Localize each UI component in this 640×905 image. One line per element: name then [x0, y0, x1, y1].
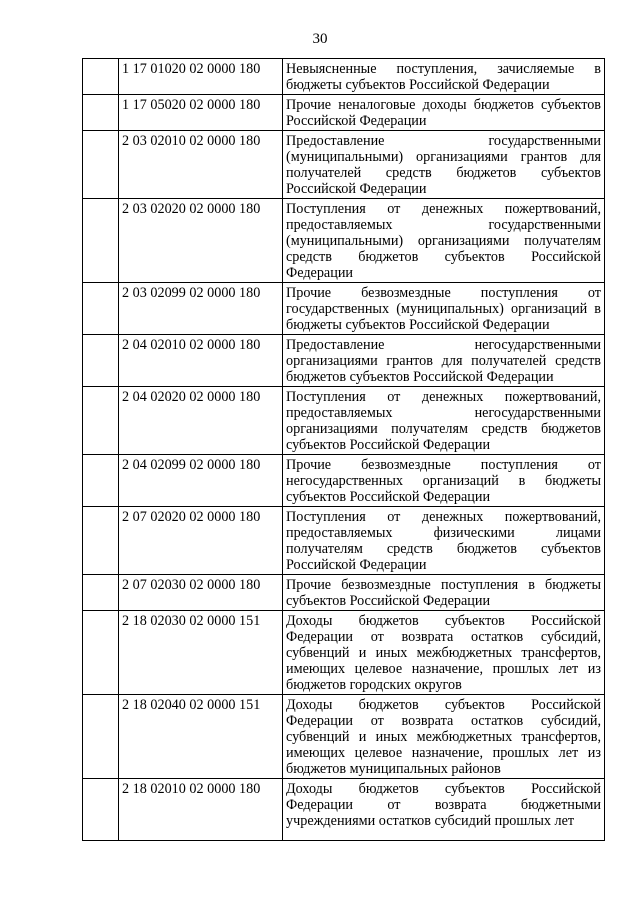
table-row — [83, 95, 605, 131]
table-row — [83, 283, 605, 335]
empty-cell — [83, 59, 119, 95]
empty-cell — [83, 575, 119, 611]
empty-cell — [83, 507, 119, 575]
budget-code: 2 03 02099 02 0000 180 — [119, 283, 283, 335]
empty-cell — [83, 283, 119, 335]
revenue-description: Прочие безвозмездные поступления в бюджеты субъектов Российской Федерации — [283, 575, 605, 611]
empty-cell — [83, 779, 119, 841]
table-row — [83, 59, 605, 95]
budget-code: 2 04 02010 02 0000 180 — [119, 335, 283, 387]
empty-cell — [83, 611, 119, 695]
empty-cell — [83, 131, 119, 199]
revenue-description: Поступления от денежных пожертвований, предоставляемых государственными (муниципальными) организациями получателям средств бюджетов субъектов Российской Федерации — [283, 199, 605, 283]
table-row — [83, 335, 605, 387]
revenue-description: Поступления от денежных пожертвований, предоставляемых негосударственными организациями получателям средств бюджетов субъектов Российской Федерации — [283, 387, 605, 455]
budget-code: 2 18 02040 02 0000 151 — [119, 695, 283, 779]
empty-cell — [83, 455, 119, 507]
budget-code: 2 04 02099 02 0000 180 — [119, 455, 283, 507]
empty-cell — [83, 199, 119, 283]
revenue-description: Поступления от денежных пожертвований, предоставляемых физическими лицами получателям средств бюджетов субъектов Российской Федерации — [283, 507, 605, 575]
table-row — [83, 455, 605, 507]
revenue-codes-table — [82, 58, 605, 841]
table-row — [83, 131, 605, 199]
revenue-description: Предоставление государственными (муниципальными) организациями грантов для получателей средств бюджетов субъектов Российской Федерации — [283, 131, 605, 199]
budget-code: 2 03 02020 02 0000 180 — [119, 199, 283, 283]
revenue-description: Прочие неналоговые доходы бюджетов субъектов Российской Федерации — [283, 95, 605, 131]
page-number: 30 — [312, 31, 328, 47]
table-row — [83, 611, 605, 695]
budget-code: 2 03 02010 02 0000 180 — [119, 131, 283, 199]
table-row — [83, 387, 605, 455]
budget-code: 1 17 01020 02 0000 180 — [119, 59, 283, 95]
table-row — [83, 779, 605, 841]
empty-cell — [83, 335, 119, 387]
revenue-description: Прочие безвозмездные поступления от государственных (муниципальных) организаций в бюджеты субъектов Российской Федерации — [283, 283, 605, 335]
revenue-description: Прочие безвозмездные поступления от негосударственных организаций в бюджеты субъектов Российской Федерации — [283, 455, 605, 507]
empty-cell — [83, 387, 119, 455]
budget-code: 2 07 02020 02 0000 180 — [119, 507, 283, 575]
revenue-description: Доходы бюджетов субъектов Российской Федерации от возврата остатков субсидий, субвенций и иных межбюджетных трансфертов, имеющих целевое назначение, прошлых лет из бюджетов муниципальных районов — [283, 695, 605, 779]
empty-cell — [83, 695, 119, 779]
revenue-description: Невыясненные поступления, зачисляемые в бюджеты субъектов Российской Федерации — [283, 59, 605, 95]
budget-code: 2 04 02020 02 0000 180 — [119, 387, 283, 455]
budget-code: 2 18 02030 02 0000 151 — [119, 611, 283, 695]
table-row — [83, 507, 605, 575]
budget-code: 1 17 05020 02 0000 180 — [119, 95, 283, 131]
revenue-description: Доходы бюджетов субъектов Российской Федерации от возврата бюджетными учреждениями остатков субсидий прошлых лет — [283, 779, 605, 841]
revenue-description: Доходы бюджетов субъектов Российской Федерации от возврата остатков субсидий, субвенций и иных межбюджетных трансфертов, имеющих целевое назначение, прошлых лет из бюджетов городских округов — [283, 611, 605, 695]
table-row — [83, 199, 605, 283]
revenue-description: Предоставление негосударственными организациями грантов для получателей средств бюджетов субъектов Российской Федерации — [283, 335, 605, 387]
budget-code: 2 07 02030 02 0000 180 — [119, 575, 283, 611]
table-row — [83, 695, 605, 779]
empty-cell — [83, 95, 119, 131]
table-row — [83, 575, 605, 611]
budget-code: 2 18 02010 02 0000 180 — [119, 779, 283, 841]
